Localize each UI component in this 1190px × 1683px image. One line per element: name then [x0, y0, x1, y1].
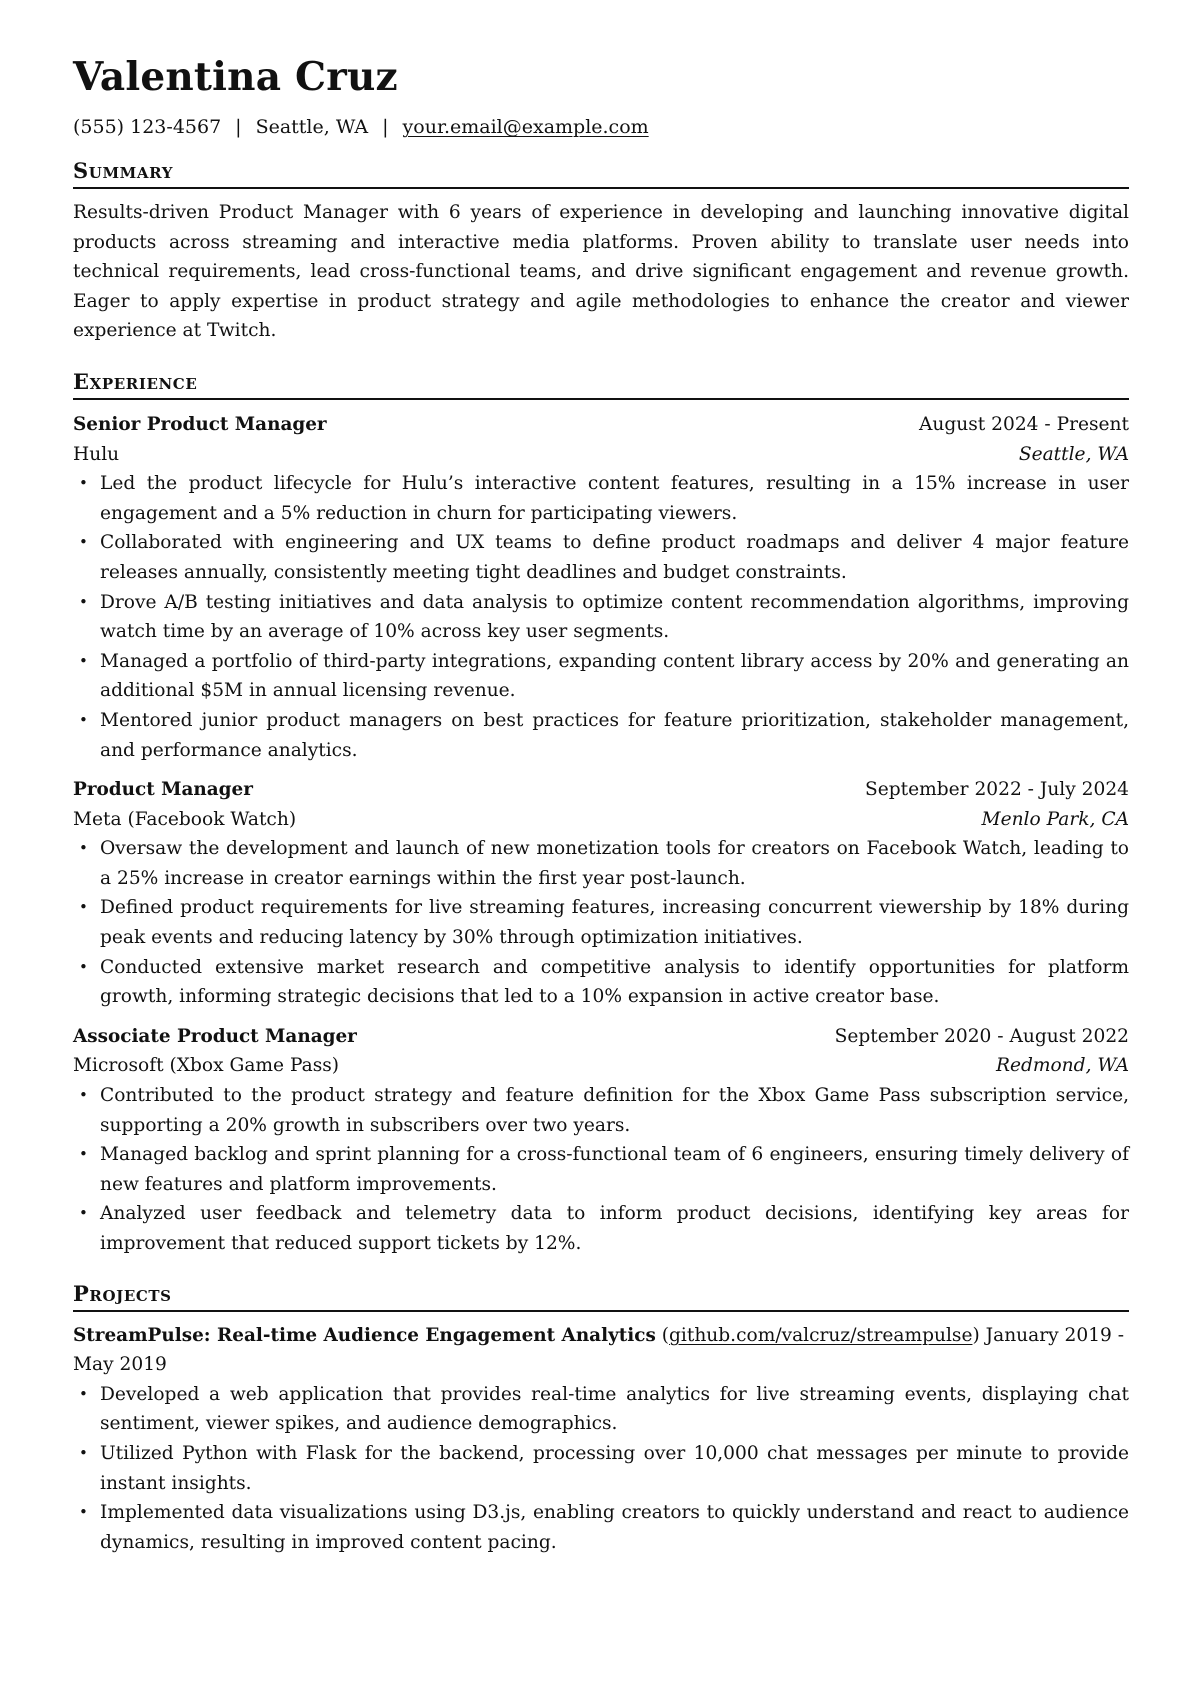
list-item	[73, 647, 1129, 706]
bullet-text: Developed a web application that provides real-time analytics for live streaming events, displaying chat sentiment, viewer spikes, and audience demographics.	[100, 1383, 1129, 1435]
summary-heading: Summary	[73, 160, 1129, 189]
bullet-text: Collaborated with engineering and UX teams to define product roadmaps and deliver 4 major feature releases annually, consistently meeting tight deadlines and budget constraints.	[100, 532, 1129, 583]
list-item	[73, 1199, 1129, 1258]
bullet-icon: •	[79, 1443, 88, 1462]
project-entry	[73, 1321, 1129, 1558]
job-company: Microsoft (Xbox Game Pass)	[73, 1055, 340, 1077]
bullet-text: Analyzed user feedback and telemetry data to inform product decisions, identifying key areas for improvement that reduced support tickets by 12%.	[100, 1203, 1129, 1254]
list-item	[73, 1498, 1129, 1557]
project-name: StreamPulse: Real-time Audience Engagement Analytics	[73, 1324, 656, 1346]
list-item	[73, 528, 1129, 587]
job-company: Hulu	[73, 443, 120, 465]
bullet-icon: •	[79, 1384, 88, 1403]
bullet-text: Utilized Python with Flask for the backend, processing over 10,000 chat messages per minute to provide instant insights.	[100, 1442, 1129, 1494]
bullet-icon: •	[79, 957, 88, 976]
project-link[interactable]: github.com/valcruz/streampulse	[669, 1324, 973, 1346]
bullet-text: Oversaw the development and launch of new monetization tools for creators on Facebook Watch, leading to a 25% increase in creator earnings within the first year post-launch.	[100, 838, 1129, 889]
bullet-text: Led the product lifecycle for Hulu’s interactive content features, resulting in a 15% increase in user engagement and a 5% reduction in churn for participating viewers.	[100, 473, 1129, 524]
list-item	[73, 706, 1129, 765]
summary-text: Results-driven Product Manager with 6 years of experience in developing and launching innovative digital products across streaming and interactive media platforms. Proven ability to translate user needs into technical requirements, lead cross-functional teams, and drive significant engagement and revenue growth. Eager to apply expertise in product strategy and agile methodologies to enhance the creator and viewer experience at Twitch.	[73, 202, 1129, 342]
job-entry	[73, 1022, 1129, 1259]
contact-location: Seattle, WA	[255, 116, 369, 138]
job-title: Senior Product Manager	[73, 413, 327, 435]
job-title-row	[73, 1022, 1129, 1052]
job-entry	[73, 410, 1129, 765]
job-entry	[73, 775, 1129, 1012]
job-title-row	[73, 410, 1129, 440]
candidate-name: Valentina Cruz	[73, 54, 398, 100]
job-dates: September 2022 - July 2024	[865, 779, 1129, 801]
job-title: Associate Product Manager	[73, 1025, 357, 1047]
job-company-row	[73, 440, 1129, 470]
bullet-text: Conducted extensive market research and competitive analysis to identify opportunities for platform growth, informing strategic decisions that led to a 10% expansion in active creator base.	[100, 956, 1129, 1008]
job-company-row	[73, 805, 1129, 835]
job-company: Meta (Facebook Watch)	[73, 808, 297, 830]
bullet-text: Mentored junior product managers on best practices for feature prioritization, stakeholder management, and performance analytics.	[100, 709, 1129, 761]
bullet-icon: •	[79, 1086, 88, 1105]
job-company-row	[73, 1051, 1129, 1081]
bullet-icon: •	[79, 1145, 88, 1164]
contact-separator: |	[382, 116, 389, 138]
project-link-paren-close: )	[972, 1324, 980, 1346]
job-bullet-list	[73, 1081, 1129, 1259]
bullet-icon: •	[79, 533, 88, 552]
list-item	[73, 469, 1129, 528]
bullet-text: Drove A/B testing initiatives and data analysis to optimize content recommendation algorithms, improving watch time by an average of 10% across key user segments.	[100, 591, 1129, 643]
bullet-text: Implemented data visualizations using D3.js, enabling creators to quickly understand and react to audience dynamics, resulting in improved content pacing.	[100, 1502, 1129, 1553]
bullet-text: Managed a portfolio of third-party integrations, expanding content library access by 20% and generating an additional $5M in annual licensing revenue.	[100, 650, 1129, 702]
bullet-text: Contributed to the product strategy and feature definition for the Xbox Game Pass subscription service, supporting a 20% growth in subscribers over two years.	[100, 1085, 1129, 1136]
bullet-icon: •	[79, 710, 88, 729]
job-bullet-list	[73, 469, 1129, 765]
email-link[interactable]: your.email@example.com	[402, 116, 649, 138]
list-item	[73, 893, 1129, 952]
job-location: Redmond, WA	[995, 1055, 1129, 1077]
project-bullet-list	[73, 1380, 1129, 1558]
phone-number: (555) 123-4567	[73, 116, 222, 138]
list-item	[73, 1439, 1129, 1498]
list-item	[73, 1380, 1129, 1439]
contact-separator: |	[235, 116, 242, 138]
bullet-icon: •	[79, 898, 88, 917]
list-item	[73, 1081, 1129, 1140]
bullet-icon: •	[79, 1204, 88, 1223]
bullet-text: Defined product requirements for live streaming features, increasing concurrent viewership by 18% during peak events and reducing latency by 30% through optimization initiatives.	[100, 897, 1129, 949]
contact-line	[73, 115, 1129, 139]
resume-page	[73, 54, 1129, 1557]
bullet-icon: •	[79, 651, 88, 670]
job-dates: September 2020 - August 2022	[834, 1025, 1129, 1047]
list-item	[73, 588, 1129, 647]
bullet-icon: •	[79, 592, 88, 611]
list-item	[73, 834, 1129, 893]
projects-heading: Projects	[73, 1283, 1129, 1312]
bullet-text: Managed backlog and sprint planning for a cross-functional team of 6 engineers, ensuring timely delivery of new features and platform improvements.	[100, 1144, 1129, 1195]
bullet-icon: •	[79, 474, 88, 493]
job-title: Product Manager	[73, 779, 253, 801]
job-bullet-list	[73, 834, 1129, 1012]
bullet-icon: •	[79, 839, 88, 858]
job-location: Menlo Park, CA	[981, 808, 1129, 830]
list-item	[73, 1140, 1129, 1199]
list-item	[73, 953, 1129, 1012]
project-link-paren-open: (	[661, 1324, 669, 1346]
bullet-icon: •	[79, 1503, 88, 1522]
job-dates: August 2024 - Present	[918, 413, 1129, 435]
project-dates: January 2019 - May 2019	[73, 1324, 1125, 1376]
job-title-row	[73, 775, 1129, 805]
experience-heading: Experience	[73, 371, 1129, 400]
job-location: Seattle, WA	[1018, 443, 1129, 465]
project-header	[73, 1321, 1129, 1380]
